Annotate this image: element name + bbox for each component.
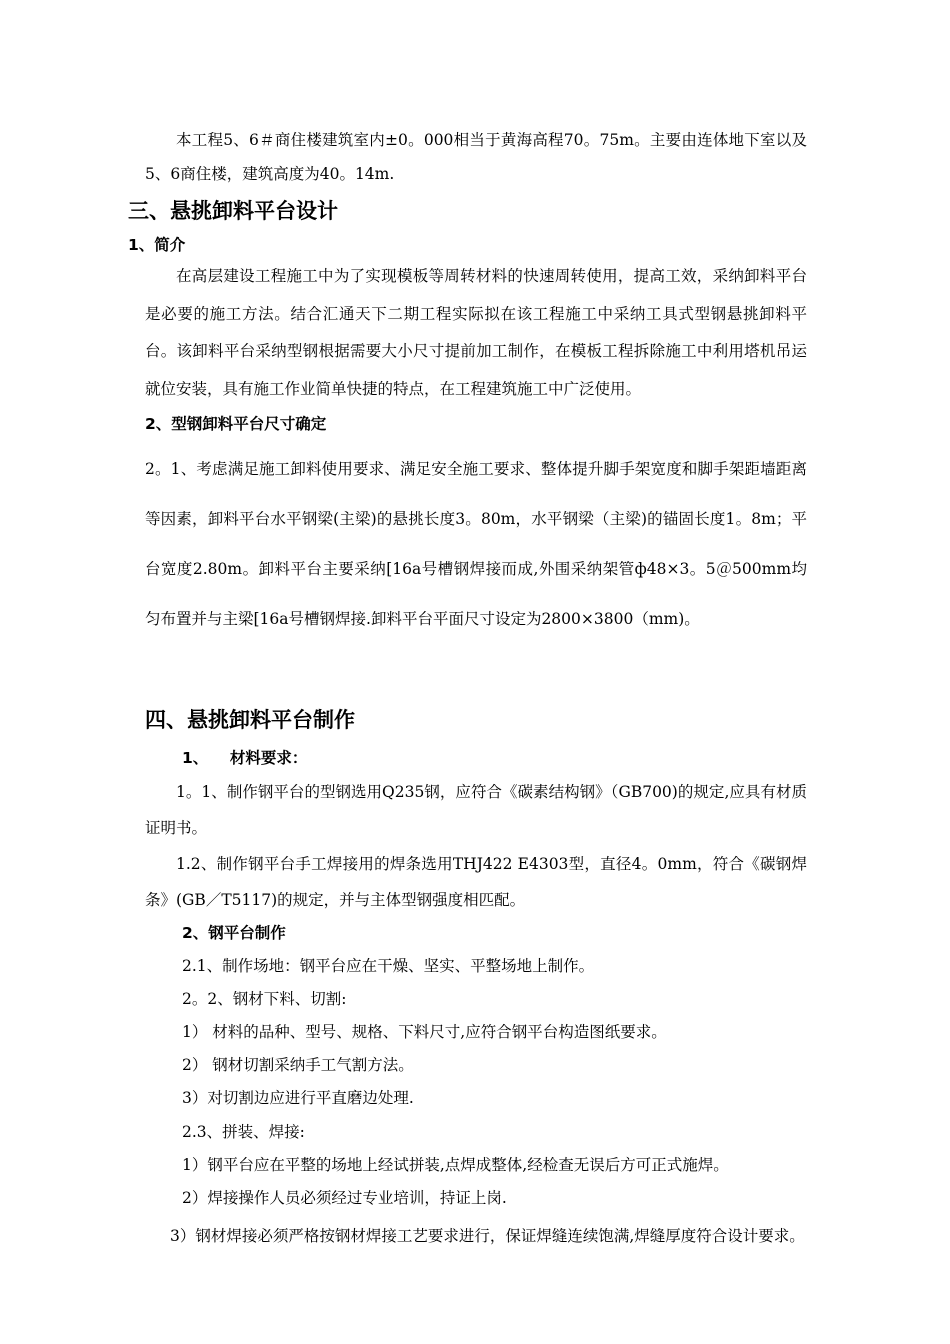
section-3-heading: 三、悬挑卸料平台设计 xyxy=(128,199,338,223)
item-1-1-paragraph: 1。1、制作钢平台的型钢选用Q235钢，应符合《碳素结构钢》（GB700)的规定,应具有材质证明书。 xyxy=(145,783,807,837)
intro-paragraph: 本工程5、6＃商住楼建筑室内±0。000相当于黄海高程70。75m。主要由连体地下室以及5、6商住楼，建筑高度为40。14m. xyxy=(145,131,807,183)
section-4-2-heading: 2、钢平台制作 xyxy=(182,924,286,942)
list-item: 2） 钢材切割采纳手工气割方法。 xyxy=(182,1056,414,1074)
section-4-1-heading: 1、 材料要求： xyxy=(182,749,308,767)
item-2-3-3-paragraph: 3）钢材焊接必须严格按钢材焊接工艺要求进行，保证焊缝连续饱满,焊缝厚度符合设计要求。 xyxy=(170,1227,805,1245)
list-item: 1） 材料的品种、型号、规格、下料尺寸,应符合钢平台构造图纸要求。 xyxy=(182,1023,667,1041)
list-item: 3）对切割边应进行平直磨边处理. xyxy=(182,1089,414,1107)
section-4-heading: 四、悬挑卸料平台制作 xyxy=(145,708,355,732)
section-3-2-heading: 2、型钢卸料平台尺寸确定 xyxy=(145,415,327,433)
list-item: 2。2、钢材下料、切割: xyxy=(182,990,347,1008)
list-item: 1）钢平台应在平整的场地上经试拼装,点焊成整体,经检查无误后方可正式施焊。 xyxy=(182,1156,729,1174)
list-item: 2.3、拼装、焊接: xyxy=(182,1123,305,1141)
section-3-1-paragraph: 在高层建设工程施工中为了实现模板等周转材料的快速周转使用，提高工效，采纳卸料平台是必要的施工方法。结合汇通天下二期工程实际拟在该工程施工中采纳工具式型钢悬挑卸料平台。该卸料平台采纳型钢根据需要大小尺寸提前加工制作，在模板工程拆除施工中利用塔机吊运就位安装，具有施工作业简单快捷的特点，在工程建筑施工中广泛使用。 xyxy=(145,267,807,398)
list-item: 2.1、制作场地：钢平台应在干燥、坚实、平整场地上制作。 xyxy=(182,957,595,975)
item-1-2-paragraph: 1.2、制作钢平台手工焊接用的焊条选用THJ422 E4303型，直径4。0mm，符合《碳钢焊条》(GB／T5117)的规定，并与主体型钢强度相匹配。 xyxy=(145,855,807,909)
list-item: 2）焊接操作人员必须经过专业培训，持证上岗. xyxy=(182,1189,507,1207)
section-3-2-paragraph: 2。1、考虑满足施工卸料使用要求、满足安全施工要求、整体提升脚手架宽度和脚手架距墙距离等因素，卸料平台水平钢梁(主梁)的悬挑长度3。80m，水平钢梁（主梁)的锚固长度1。8m；平台宽度2.80m。卸料平台主要采纳[16a号槽钢焊接而成,外围采纳架管ф48×3。5＠500mm均匀布置并与主梁[16a号槽钢焊接.卸料平台平面尺寸设定为2800×3800（mm)。 xyxy=(145,460,807,628)
section-3-1-heading: 1、简介 xyxy=(128,236,186,254)
